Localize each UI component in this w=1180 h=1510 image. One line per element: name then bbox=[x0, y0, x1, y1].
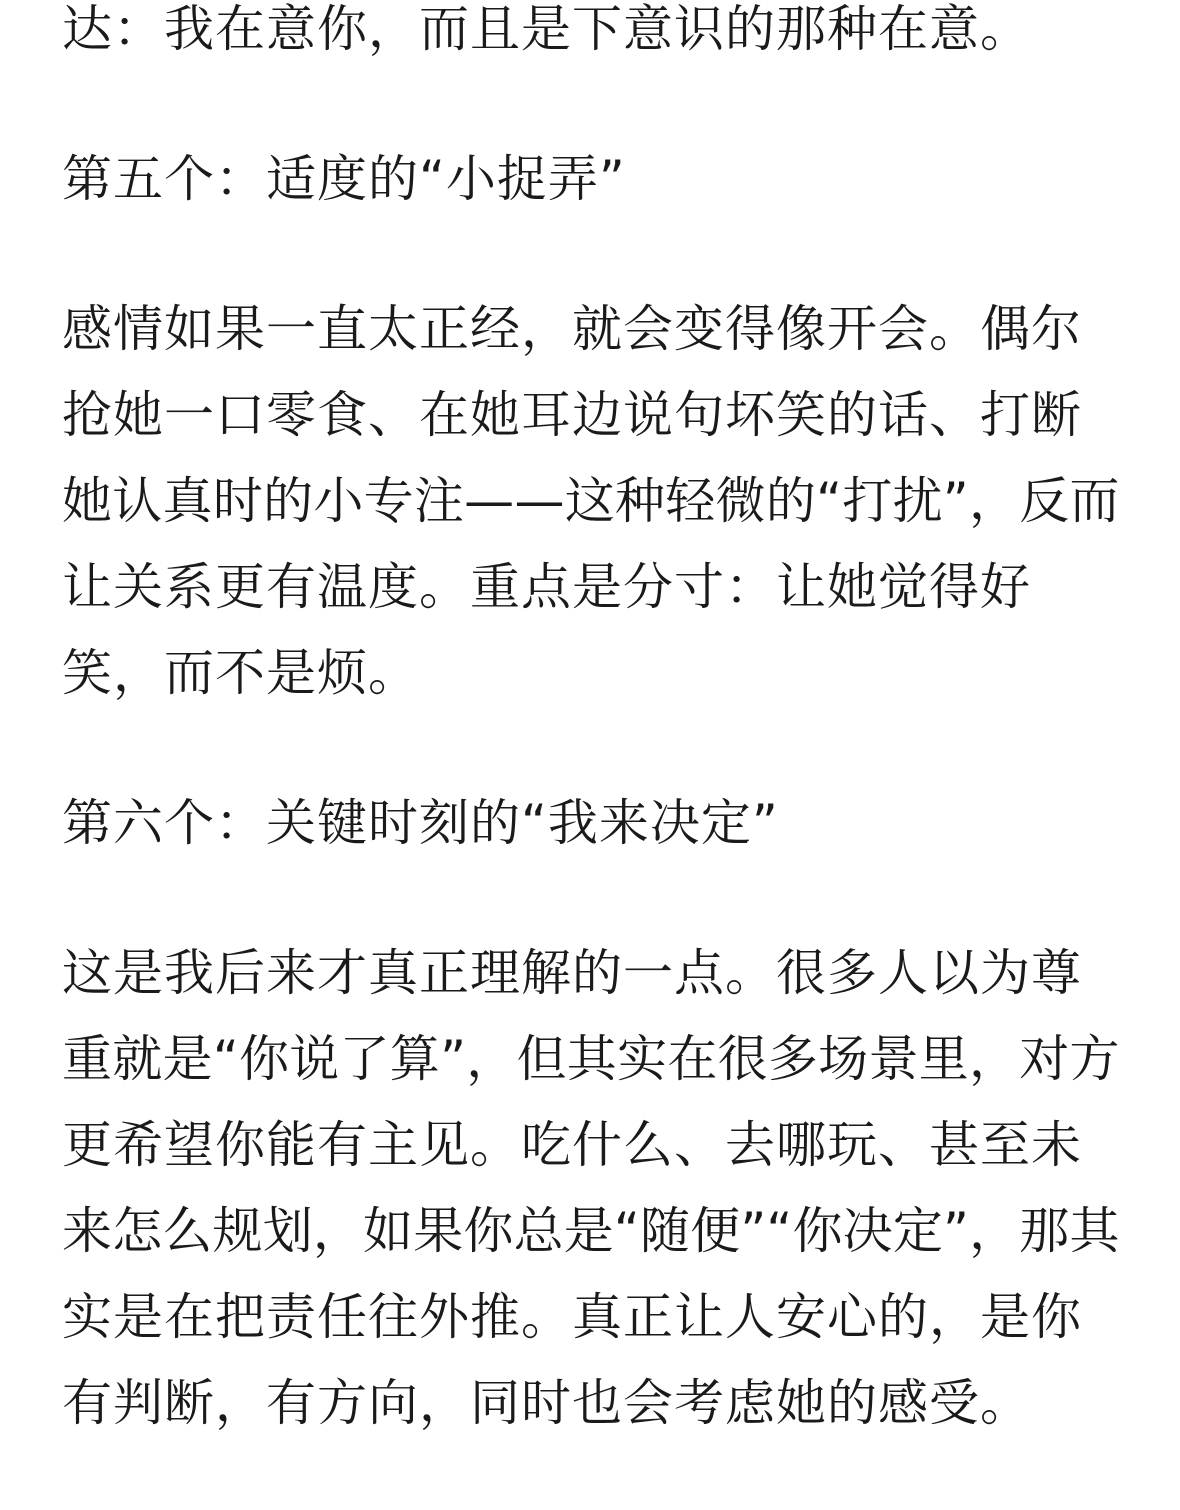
paragraph-5 bbox=[62, 286, 1120, 716]
article-body bbox=[62, 0, 1120, 1510]
section-heading-6: 第六个：关键时刻的“我来决定” bbox=[62, 794, 779, 852]
text-line: 抢她一口零食、在她耳边说句坏笑的话、打断 bbox=[62, 386, 1082, 444]
text-line: 这是我后来才真正理解的一点。很多人以为尊 bbox=[62, 944, 1082, 1002]
text-line: 有判断，有方向，同时也会考虑她的感受。 bbox=[62, 1374, 1031, 1432]
paragraph-6 bbox=[62, 930, 1120, 1446]
text-line: 让关系更有温度。重点是分寸：让她觉得好 bbox=[62, 558, 1031, 616]
text-line: 感情如果一直太正经，就会变得像开会。偶尔 bbox=[62, 300, 1082, 358]
text-line: 她认真时的小专注——这种轻微的“打扰”，反而 bbox=[62, 472, 1120, 530]
text-line: 达：我在意你，而且是下意识的那种在意。 bbox=[62, 0, 1031, 58]
section-heading-5: 第五个：适度的“小捉弄” bbox=[62, 150, 626, 208]
text-line: 实是在把责任往外推。真正让人安心的，是你 bbox=[62, 1288, 1082, 1346]
text-line: 更希望你能有主见。吃什么、去哪玩、甚至未 bbox=[62, 1116, 1082, 1174]
text-line: 重就是“你说了算”，但其实在很多场景里，对方 bbox=[62, 1030, 1120, 1088]
text-line: 来怎么规划，如果你总是“随便”“你决定”，那其 bbox=[62, 1202, 1120, 1260]
text-line: 笑，而不是烦。 bbox=[62, 644, 419, 702]
paragraph-intro-ending bbox=[62, 0, 1120, 72]
